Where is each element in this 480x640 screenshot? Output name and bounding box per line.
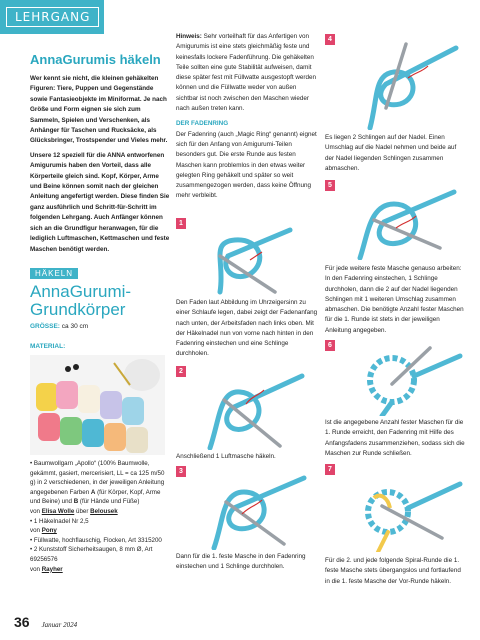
middle-column [176,32,320,202]
fadenring-heading: DER FADENRING [176,120,229,128]
article-title: AnnaGurumis häkeln [30,52,161,67]
material-label: MATERIAL: [30,343,66,350]
pattern-title [30,283,131,319]
brand-link[interactable]: Pony [41,527,57,535]
material-item-fill: • Füllwatte, hochflauschig, Flocken, Art 3315200 [30,536,162,544]
yarn-light-blue [122,397,144,425]
intro-paragraph-2: Unsere 12 speziell für die ANNA entworfenen Amigurumis haben den Vorteil, dass alle Körperteile gleich sind. Kopf, Körper, Arme und Beine können somit nach der gleichen Anleitung angefertigt werden. Diese finden Sie ganz ausführlich und Schritt-für-Schritt im folgenden Lehrgang. Auch Anfänger können sich an die Grundfigur heranwagen, für die lediglich Luftmaschen, Kettmaschen und feste Maschen benötigt werden. [30,151,170,253]
step-1-caption: Den Faden laut Abbildung im Uhrzeigersinn zu einer Schlaufe legen, dabei zeigt der Fadenanfang nach unten, der Arbeitsfaden nach links oben. Mit der Häkelnadel nun von vorne nach hinten in den Fadenring einstechen und eine Schlinge durchholen. [176,299,318,358]
material-source-yarn: von Elisa Wolle über Belousek [30,507,118,515]
brand-link[interactable]: Belousek [90,507,118,515]
section-banner [0,0,104,34]
step-3-badge: 3 [176,466,186,477]
brand-link[interactable]: Rayher [41,565,63,573]
yarn-orange [104,423,126,451]
step-4-caption: Es liegen 2 Schlingen auf der Nadel. Einen Umschlag auf die Nadel nehmen und beide auf der Nadel liegenden Schlingen zusammen abmaschen. [325,134,457,172]
size-info [30,323,88,330]
yarn-yellow [36,383,58,411]
issue-date: Januar 2024 [41,621,78,629]
material-item-hook: • 1 Häkelnadel Nr 2,5 [30,517,89,525]
yarn-beige [126,427,148,453]
left-column [30,52,170,259]
materials-list [30,459,170,574]
step-6-caption: Ist die angegebene Anzahl fester Maschen für die 1. Runde erreicht, den Fadenring mit Hilfe des Anfangsfadens zusammenziehen, sodass sich die Maschen zur Runde schließen. [325,419,465,457]
pattern-title-line-1: AnnaGurumi- [30,282,132,301]
safety-eye-1 [65,366,71,372]
step-3-illustration [180,470,320,550]
yarn-balls-illustration [30,355,165,455]
hint-label: Hinweis: [176,33,202,40]
section-label: LEHRGANG [6,7,99,27]
step-7-caption: Für die 2. und jede folgende Spiral-Runde die 1. feste Masche stets übergangslos und fortlaufend in die 1. feste Masche der Vor-Runde häkeln. [325,557,461,585]
pattern-title-line-2: Grundkörper [30,300,126,319]
material-item-yarn: • Baumwollgarn „Apollo“ (100% Baumwolle, gekämmt, gasiert, mercerisiert, LL = ca 125 m/50 g) in 2 verschiedenen, in der jeweiligen Anleitung angegebenen Farben A (für Körper, Kopf, Arme und Beine) und B (für Hände und Füße) [30,460,165,506]
yarn-photo [30,355,165,455]
step-6-illustration [330,344,470,416]
page-number: 36 [14,614,30,630]
yarn-cream [78,385,100,413]
brand-link[interactable]: Elisa Wolle [41,507,75,515]
step-1-illustration [180,222,320,296]
material-source-eyes: von Rayher [30,565,63,573]
crochet-hook [226,502,284,544]
yarn-turquoise [82,419,104,447]
step-5-illustration [330,184,470,260]
yarn-green [60,417,82,445]
fadenring-text: Der Fadenring (auch „Magic Ring“ genannt) eignet sich für den Anfang von Amigurumi-Teilen besonders gut. Die erste Runde aus festen Maschen kann problemlos in den etwas weiter gelegten Ring gehäkelt und später so weit zusammengezogen werden, dass keine Öffnung mehr verbleibt. [176,130,317,200]
step-4-badge: 4 [325,34,335,45]
crochet-hook [224,400,280,446]
step-2-illustration [180,370,320,450]
category-tag: HÄKELN [30,268,78,279]
step-6-badge: 6 [325,340,335,351]
page-footer [14,614,77,630]
step-3-caption: Dann für die 1. feste Masche in den Fadenring einstechen und 1 Schlinge durchholen. [176,553,306,571]
material-item-eyes: • 2 Kunststoff Sicherheitsaugen, 8 mm Ø, Art 69256576 [30,546,153,563]
hint-text: Sehr vorteilhaft für das Anfertigen von Amigurumis ist eine stets gleichmäßig feste und keinesfalls lockere Fadenführung. Die gehäkelten Teile sollten eine gute Stabilität aufweisen, damit diese später fest mit Füllwatte ausgestopft werden können und die Füllwatte weder von außen sichtbar ist noch zwischen den Maschen wieder nach außen treten kann. [176,33,317,113]
step-1-badge: 1 [176,218,186,229]
safety-eye-2 [73,364,79,370]
material-source-hook: von Pony [30,527,57,535]
size-label: GRÖSSE: [30,323,60,330]
step-7-badge: 7 [325,464,335,475]
yarn-pink [56,381,78,409]
intro-paragraph-1: Wer kennt sie nicht, die kleinen gehäkelten Figuren: Tiere, Puppen und Gegenstände sowie Fantasieobjekte im Miniformat. Je nach Größe und Form eignen sie sich zum Sammeln, Spielen und Verschenken, als Anhänger für Taschen und Rucksäcke, als Glücksbringer, Trostspender und Vieles mehr. [30,75,168,145]
step-5-caption: Für jede weitere feste Masche genauso arbeiten: In den Fadenring einstechen, 1 Schlinge durchholen, dann die 2 auf der Nadel liegenden Schlingen mit 1 weiteren Umschlag zusammen abmaschen. Die benötigte Anzahl fester Maschen für die 1. Runde ist stets in der jeweiligen Anleitung angegeben. [325,265,464,334]
size-value: ca 30 cm [61,323,89,330]
yarn-red [38,413,60,441]
step-2-caption: Anschließend 1 Luftmasche häkeln. [176,453,276,460]
crochet-hook [392,348,430,384]
step-4-illustration [330,38,470,130]
fill-wool [124,359,160,391]
hint-paragraph [176,32,320,114]
step-5-badge: 5 [325,180,335,191]
yarn-lilac [100,391,122,419]
step-2-badge: 2 [176,366,186,377]
step-7-illustration [330,468,470,552]
